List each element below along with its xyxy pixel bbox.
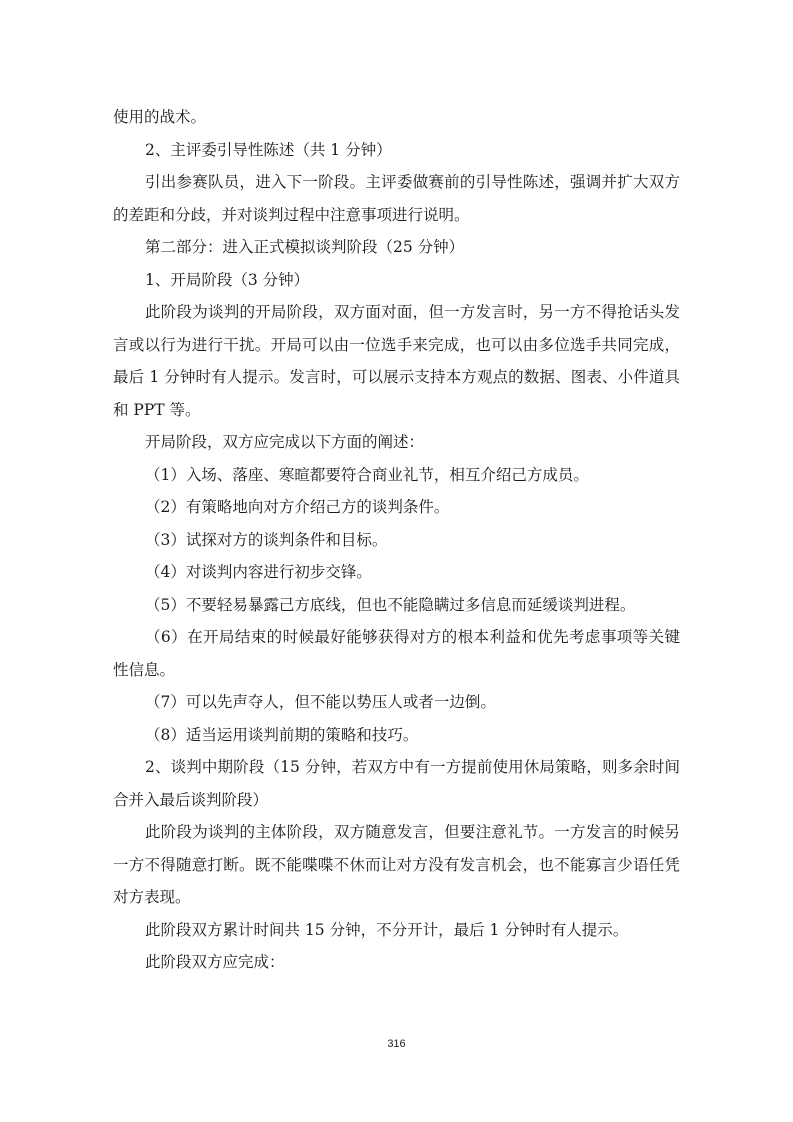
paragraph: 引出参赛队员，进入下一阶段。主评委做赛前的引导性陈述，强调并扩大双方的差距和分歧，并对谈判过程中注意事项进行说明。 (113, 173, 680, 224)
list-item: （1）入场、落座、寒暄都要符合商业礼节，相互介绍己方成员。 (145, 465, 589, 484)
paragraph: 开局阶段，双方应完成以下方面的阐述： (145, 433, 425, 451)
list-item: （7）可以先声夺人，但不能以势压人或者一边倒。 (145, 693, 496, 711)
paragraph: 此阶段双方应完成： (145, 953, 285, 971)
part-heading: 第二部分：进入正式模拟谈判阶段（25 分钟） (145, 238, 465, 256)
paragraph: 此阶段为谈判的开局阶段，双方面对面，但一方发言时，另一方不得抢话头发言或以行为进行干扰。开局可以由一位选手来完成，也可以由多位选手共同完成，最后 1 分钟时有人提示。发言时，可以展示支持本方观点的数据、图表、小件道具和 PPT 等。 (113, 303, 680, 419)
list-item: （4）对谈判内容进行初步交锋。 (145, 563, 372, 581)
paragraph: 此阶段为谈判的主体阶段，双方随意发言，但要注意礼节。一方发言的时候另一方不得随意打断。既不能喋喋不休而让对方没有发言机会，也不能寡言少语任凭对方表现。 (113, 823, 680, 906)
paragraph: 使用的战术。 (113, 108, 207, 126)
page-number: 316 (387, 1038, 406, 1050)
list-item: （5）不要轻易暴露己方底线，但也不能隐瞒过多信息而延缓谈判进程。 (145, 595, 636, 614)
list-item: （8）适当运用谈判前期的策略和技巧。 (145, 725, 419, 744)
list-item: （3）试探对方的谈判条件和目标。 (145, 530, 388, 549)
section-heading: 2、主评委引导性陈述（共 1 分钟） (145, 140, 392, 159)
body-text (113, 101, 680, 979)
list-item: （2）有策略地向对方介绍己方的谈判条件。 (145, 498, 450, 516)
section-heading: 1、开局阶段（3 分钟） (145, 270, 310, 289)
paragraph: 此阶段双方累计时间共 15 分钟，不分开计，最后 1 分钟时有人提示。 (145, 920, 629, 939)
list-item: （6）在开局结束的时候最好能够获得对方的根本利益和优先考虑事项等关键性信息。 (113, 628, 680, 679)
section-heading: 2、谈判中期阶段（15 分钟，若双方中有一方提前使用休局策略，则多余时间合并入最后谈判阶段） (113, 758, 680, 809)
